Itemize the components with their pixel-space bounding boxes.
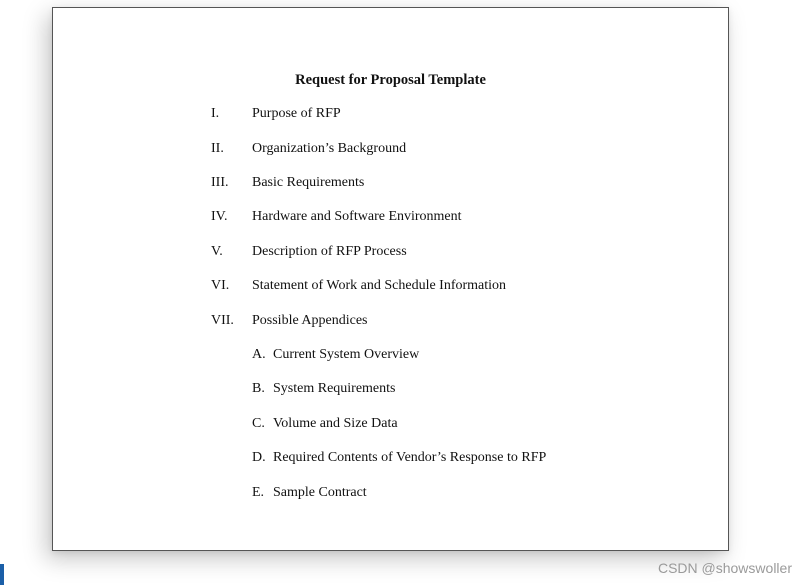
section-numeral: II.: [211, 141, 224, 156]
section-label: Description of RFP Process: [252, 244, 407, 259]
section-numeral: IV.: [211, 209, 228, 224]
appendix-label: Sample Contract: [273, 485, 367, 500]
appendix-label: Current System Overview: [273, 347, 420, 362]
appendix-letter: A.: [252, 347, 266, 362]
appendix-label: System Requirements: [273, 381, 396, 396]
section-label: Organization’s Background: [252, 141, 407, 156]
appendix-letter: E.: [252, 485, 265, 500]
section-numeral: I.: [211, 106, 220, 121]
section-label: Hardware and Software Environment: [252, 209, 462, 224]
section-label: Statement of Work and Schedule Information: [252, 278, 507, 293]
appendix-label: Volume and Size Data: [273, 416, 398, 431]
appendix-letter: D.: [252, 450, 266, 465]
section-numeral: V.: [211, 244, 223, 259]
table-of-contents: [53, 8, 728, 550]
csdn-watermark: CSDN @showswoller: [657, 560, 792, 576]
section-label: Purpose of RFP: [252, 106, 341, 121]
section-label: Possible Appendices: [252, 313, 368, 328]
section-numeral: III.: [211, 175, 229, 190]
section-label: Basic Requirements: [252, 175, 365, 190]
appendix-letter: B.: [252, 381, 265, 396]
appendix-letter: C.: [252, 416, 265, 431]
section-numeral: VI.: [211, 278, 230, 293]
document-page: [52, 7, 729, 551]
appendix-label: Required Contents of Vendor’s Response to RFP: [273, 450, 547, 465]
section-numeral: VII.: [211, 313, 234, 328]
document-title: Request for Proposal Template: [295, 72, 486, 88]
corner-accent-mark: [0, 564, 4, 585]
